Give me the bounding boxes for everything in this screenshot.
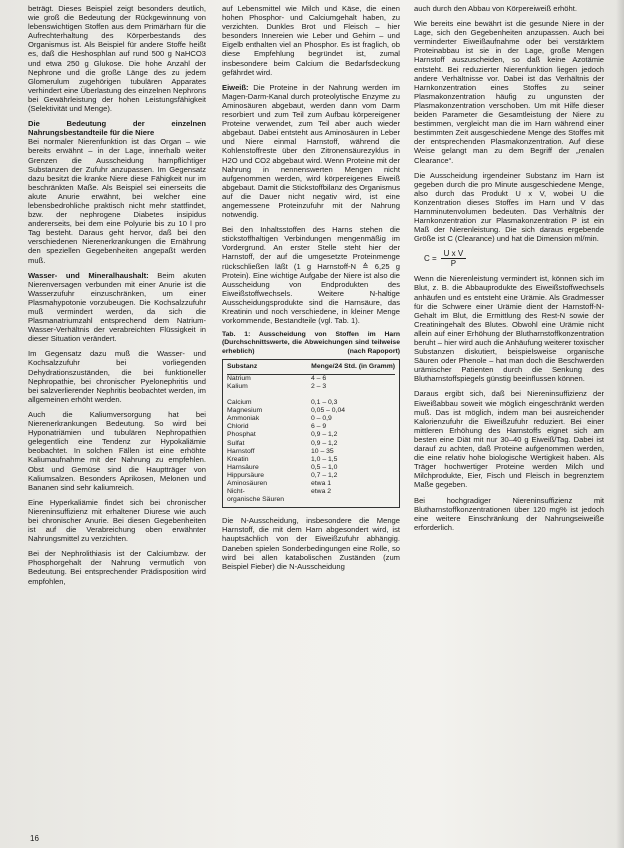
table-cell-amount: 0,5 – 1,0	[311, 463, 338, 471]
table-row	[227, 480, 395, 488]
table-cell-substance: Aminosäuren	[227, 480, 268, 488]
table-cell-amount: 0,05 – 0,04	[311, 407, 346, 415]
paragraph: beträgt. Dieses Beispiel zeigt besonders deutlich, wie groß die Bedeutung der Rückgewinnung von lebenswichtigen Stoffen aus dem Primärharn für die Aufrechterhaltung des Körperbestands des Organismus ist. Als Beispiel für andere Stoffe heißt es, daß die Heshosphlan auf rund 500 g NaHCO3 und etwa 250 g Glukose. Die hohe Anzahl der Nephrone und die große Länge des zu jedem Glomerulum zugehörigen tubulären Apparates verhindert eine Überlastung des einzelnen Nephrons bei Gewährleistung der hohen Leistungsfähigkeit (Selektivität und Menge).	[28, 4, 206, 114]
table-row	[227, 383, 395, 391]
table-cell-substance: Natrium	[227, 374, 251, 382]
table-header-substance: Substanz	[227, 362, 258, 370]
formula-numerator: U x V	[441, 249, 467, 259]
table-row	[227, 472, 395, 480]
table-row	[227, 407, 395, 415]
data-table	[222, 359, 400, 509]
table-cell-substance: Ammoniak	[227, 415, 260, 423]
paragraph: auf Lebensmittel wie Milch und Käse, die einen hohen Phosphor- und Calciumgehalt haben, zu verzichten. Dunkles Brot und Fleisch – hier besonders Innereien wie Leber und Gehirn – und Eigelb enthalten viel an Phosphor. Es ist fraglich, ob diese Empfehlung begründet ist, zumal insbesondere beim Calcium die Bedarfsdeckung gefährdet wird.	[222, 4, 400, 77]
clearance-formula	[424, 249, 604, 268]
table-row	[227, 431, 395, 439]
table-title-text: Tab. 1: Ausscheidung von Stoffen im Harn (Durchschnittswerte, die Abweichungen sind teilweise erheblich)	[222, 331, 400, 355]
table-cell-substance: Harnstoff	[227, 447, 255, 455]
table-spacer	[227, 391, 395, 399]
table-cell-substance: Kalium	[227, 382, 248, 390]
table-cell-substance: Phosphat	[227, 431, 256, 439]
paragraph-text: Beim akuten Nierenversagen verbunden mit einer Anurie ist die Wasserzufuhr einzuschränken, um einer Plasmahypotonie vorzubeugen. Die Kochsalzzufuhr muß vermindert werden, da sich die Plasmanatriumzahl entsprechend dem Natrium-Wasser-Verhältnis der verabreichten Flüssigkeit in dieser Situation verändert.	[28, 270, 206, 344]
table-cell-amount: 1,0 – 1,5	[311, 455, 338, 463]
table-cell-amount: 2 – 3	[311, 382, 327, 390]
table-cell-substance: Calcium	[227, 399, 252, 407]
paragraph-lead: Eiweiß:	[222, 82, 249, 92]
text-column-right	[414, 4, 604, 538]
paragraph: Bei den Inhaltsstoffen des Harns stehen die stickstoffhaltigen Verbindungen mengenmäßig im Vordergrund. An erster Stelle steht hier der Harnstoff, der auf die umgesetzte Proteinmenge rückschließen läßt (1 g Harnstoff-N ≙ 6,25 g Protein). Eine wichtige Aufgabe der Niere ist also die Ausscheidung von Endprodukten des Eiweißstoffwechsels. Weitere N-haltige Ausscheidungsprodukte sind die Harnsäure, das Kreatinin und noch verschiedene, in kleiner Menge vorkommende, Bestandteile (vgl. Tab. 1).	[222, 225, 400, 326]
table-cell-amount: etwa 2	[311, 488, 332, 496]
table-row	[227, 464, 395, 472]
table-cell-amount: 4 – 6	[311, 374, 327, 382]
paragraph: Daraus ergibt sich, daß bei Niereninsuffizienz der Eiweißabbau soweit wie möglich eingeschränkt werden muß. Das ist möglich, indem man bei ausreichender Kalorienzufuhr die Eiweißzufuhr reduziert. Bei einer mittleren Erhöhung des Harnstoffs eignet sich am besten eine Diät mit nur 30–40 g Eiweiß/Tag. Dabei ist darauf zu achten, daß Proteine aufgenommen werden, die eine relativ hohe biologische Wertigkeit haben. Als Träger hochwertiger Proteine werden Milch und Milchprodukte, Eier, Fisch und Fleisch in begrenztem Maße gegeben.	[414, 389, 604, 490]
paragraph	[222, 83, 400, 219]
table-title	[222, 331, 400, 356]
paragraph: Die N-Ausscheidung, insbesondere die Menge Harnstoff, die mit dem Harn abgesondert wird, ist hauptsächlich von der Eiweißzufuhr abhängig. Daneben spielen Sonderbedingungen eine Rolle, so wird bei allen katabolischen Zuständen (zum Beispiel Fieber) die N-Ausscheidung	[222, 516, 400, 571]
table-cell-substance: Harnsäure	[227, 463, 259, 471]
table-cell-amount: 0 – 0,9	[311, 415, 332, 423]
paragraph: Bei hochgradiger Niereninsuffizienz mit Blutharnstoffkonzentrationen über 120 mg% ist jedoch eine weitere Einschränkung der Nahrungseiweiße erforderlich.	[414, 495, 604, 532]
table-group	[227, 375, 395, 391]
page-fold-shadow	[616, 0, 624, 848]
table-header	[227, 363, 395, 375]
text-column-left	[28, 4, 206, 592]
text-column-middle	[222, 4, 400, 577]
table-cell-substance: Sulfat	[227, 439, 245, 447]
table-block	[222, 331, 400, 508]
table-row	[227, 448, 395, 456]
table-cell-amount: 0,9 – 1,2	[311, 439, 338, 447]
paragraph: auch durch den Abbau von Körpereiweiß erhöht.	[414, 4, 577, 13]
table-cell-amount	[311, 496, 395, 504]
table-cell-substance: Chlorid	[227, 423, 249, 431]
section-heading: Die Bedeutung der einzelnen Nahrungsbestandteile für die Niere	[28, 119, 206, 138]
table-cell-substance: organische Säuren	[227, 496, 285, 504]
table-row	[227, 488, 395, 496]
table-cell-amount: 0,1 – 0,3	[311, 399, 338, 407]
paragraph: Wenn die Nierenleistung vermindert ist, können sich im Blut, z. B. die Abbauprodukte des Eiweißstoffwechsels anhäufen und es entsteht eine Urämie. Als Gradmesser für die Schwere einer Urämie dient der Harnstoff-N-Gehalt im Blut, die Ermittlung des Rest-N sowie der Creatiningehalt des Blutes. Obwohl eine Urämie nicht allein auf einer Erhöhung der Blutharnstoffkonzentration beruht – hier wird auch die Anhäufung weiterer toxischer Substanzen diskutiert, beispielsweise organische Säuren oder Phenole – hat man doch die Beschwerden urämischer Patienten durch die Senkung des Blutharnstoffspiegels günstig beeinflussen können.	[414, 274, 604, 384]
paragraph	[28, 271, 206, 344]
table-cell-amount: etwa 1	[311, 480, 332, 488]
table-row	[227, 456, 395, 464]
page-number: 16	[30, 834, 39, 843]
table-cell-amount: 0,9 – 1,2	[311, 431, 338, 439]
paragraph: Auch die Kaliumversorgung hat bei Nierenerkrankungen Bedeutung. So wird bei Hyponatriämien und tubulären Nephropathien gelegentlich eine Tendenz zur Hypokaliämie beobachtet. In solchen Fällen ist eine erhöhte Kaliumaufnahme mit der Nahrung zu empfehlen. Obst und Gemüse sind die Hauptträger von Kaliumsalzen. Besonders Aprikosen, Melonen und Bananen sind sehr kaliumreich.	[28, 409, 206, 492]
table-row	[227, 496, 395, 504]
table-row	[227, 375, 395, 383]
paragraph: Die Ausscheidung irgendeiner Substanz im Harn ist gegeben durch die pro Minute ausgeschiedene Menge, also durch das Produkt U x V, wobei U die Konzentration dieses Stoffes im Harn und V das Harnminutenvolumen bedeuten. Das Verhältnis der Harnkonzentration zur Plasmakonzentration P ist ein Maß der Nierenleistung. Die sich daraus ergebende Größe ist C (Clearance) und hat die Dimension ml/min.	[414, 170, 604, 244]
table-row	[227, 399, 395, 407]
table-source: (nach Rapoport)	[347, 347, 400, 355]
formula-denominator: P	[450, 259, 457, 269]
paragraph: Bei der Nephrolithiasis ist der Calciumbzw. der Phosphorgehalt der Nahrung vermutlich von Bedeutung. Bei entsprechender Prädisposition wird empfohlen,	[28, 549, 206, 586]
table-row	[227, 423, 395, 431]
paragraph: Wie bereits eine bewährt ist die gesunde Niere in der Lage, sich den Gegebenheiten anzupassen. Auch bei verminderter Eiweißaufnahme oder bei verstärktem Proteinabbau ist sie in der Lage, große Mengen Harnstoff auszuscheiden, so daß keine Azotämie entsteht. Bei reduzierter Nierenfunktion liegen jedoch andere Verhältnisse vor. Dabei ist das Verhältnis der Harnkonzentration eines Stoffes zu seiner Plasmakonzentration häufig zu ungunsten der Plasmakonzentration verschoben. Um mit Hilfe dieser beiden Parameter die Gesamtleistung der Niere zu bestimmen, vergleicht man die im Harn während einer bestimmten Zeit ausgeschiedene Menge des Stoffes mit der entsprechenden Plasmakonzentration. Auf diese Weise gelangt man zu dem Begriff der „renalen Clearance“.	[414, 19, 604, 165]
table-group	[227, 399, 395, 504]
paragraph: Bei normaler Nierenfunktion ist das Organ – wie bereits erwähnt – in der Lage, innerhalb weiter Grenzen die Ausscheidung harnpflichtiger Substanzen der Zufuhr anzupassen. Im Gegensatz dazu besitzt die kranke Niere diese Fähigkeit nur im beschränkten Maße. Als Beispiel sei einerseits die akute Anurie erwähnt, bei welcher eine lebensbedrohliche praktisch nicht mehr stattfindet, bzw. der nephrogene Diabetes insipidus andererseits, bei dem eine Polyurie bis zu 10 l pro Tag besteht. Daraus geht hervor, daß bei den verschiedenen Nierenerkrankungen die Ernährung den speziellen Gegebenheiten angepaßt werden muß.	[28, 137, 206, 265]
table-row	[227, 415, 395, 423]
formula-lhs: C =	[424, 254, 437, 264]
table-row	[227, 440, 395, 448]
table-cell-substance: Nicht-	[227, 488, 245, 496]
table-cell-substance: Magnesium	[227, 407, 263, 415]
paragraph: Eine Hyperkaliämie findet sich bei chronischer Niereninsuffizienz mit erhaltener Diurese wie auch bei chronischer Anurie. Bei diesen Gegebenheiten ist auf die Verabreichung oben erwähnter Nahrungsmittel zu verzichten.	[28, 497, 206, 544]
formula-fraction	[441, 249, 467, 268]
table-header-amount: Menge/24 Std. (in Gramm)	[311, 362, 395, 370]
table-cell-amount: 6 – 9	[311, 423, 327, 431]
table-cell-amount: 10 – 35	[311, 447, 334, 455]
table-cell-substance: Kreatin	[227, 455, 249, 463]
table-cell-substance: Hippursäure	[227, 471, 265, 479]
table-cell-amount: 0,7 – 1,2	[311, 471, 338, 479]
paragraph: Im Gegensatz dazu muß die Wasser- und Kochsalzzufuhr bei vorliegenden Dehydrationszuständen, die bei funktioneller Nephropathie, bei chronischer Pyelonephritis und bei salzverlierender Nephritis beobachtet werden, im allgemeinen erhöht werden.	[28, 349, 206, 404]
paragraph-lead: Wasser- und Mineralhaushalt:	[28, 270, 149, 280]
paragraph-text: Die Proteine in der Nahrung werden im Magen-Darm-Kanal durch proteolytische Enzyme zu Aminosäuren abgebaut, werden dann vom Darm resorbiert und zum Teil zum Aufbau körpereigener Proteine verwendet, zum Teil aber auch wieder abgebaut. Dabei entsteht aus Aminosäuren in Leber und Niere einmal Harnstoff, während die Kohlenstoffreste über den Zitronensäurezyklus in H2O und CO2 abgebaut wird. Wenn Proteine mit der Nahrung in nennenswerten Mengen nicht aufgenommen werden, wird körpereigenes Eiweiß abgebaut. Damit die Stickstoffbilanz des Organismus auf die Dauer nicht negativ wird, ist eine angemessene Proteinzufuhr mit der Nahrung notwendig.	[222, 82, 400, 220]
